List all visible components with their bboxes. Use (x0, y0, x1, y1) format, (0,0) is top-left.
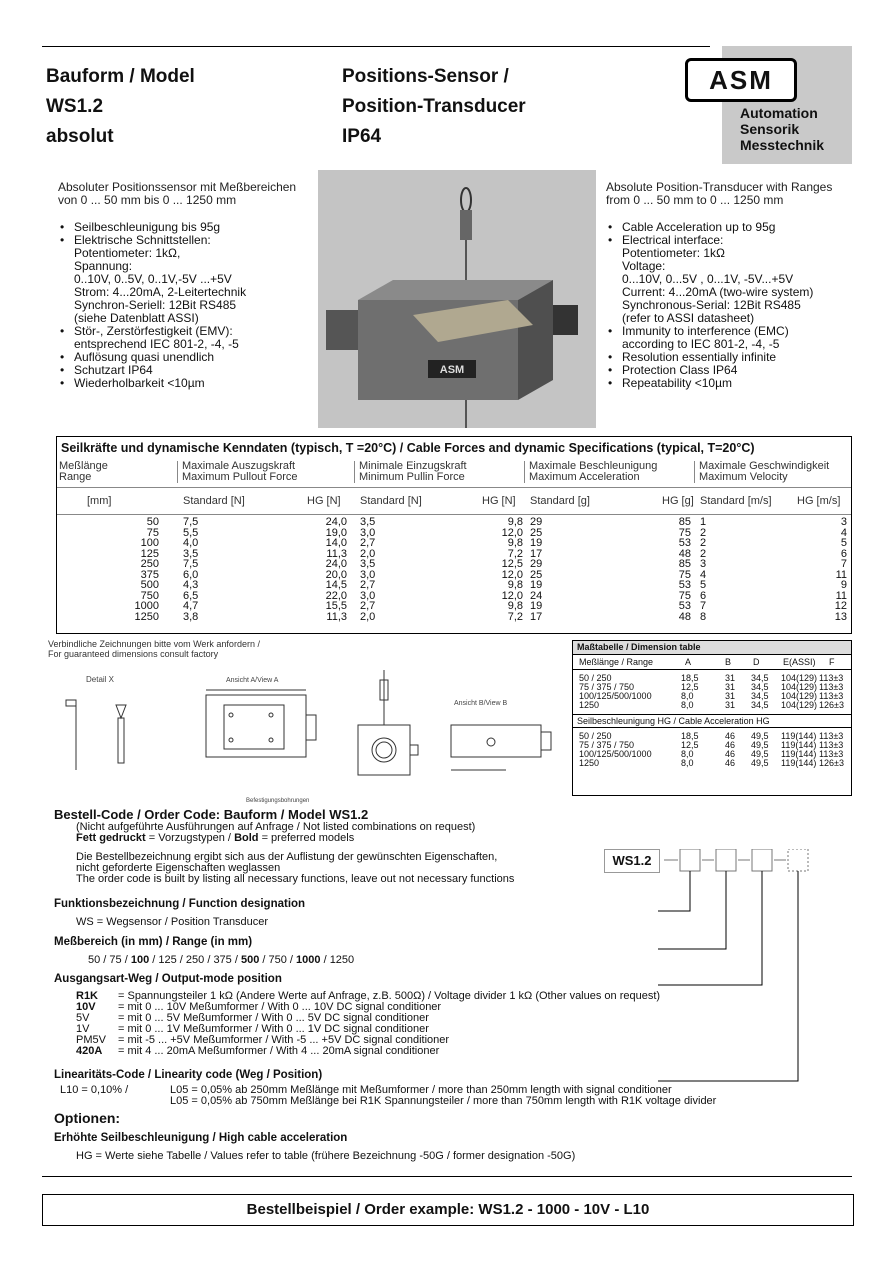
spec-cell: 7 (840, 558, 847, 570)
output-desc: = mit 4 ... 20mA Meßumformer / With 4 ... 20mA signal conditioner (118, 1045, 440, 1057)
spec-cell: 15,5 (325, 600, 347, 612)
range-value: 125 (158, 954, 177, 966)
output-rows (54, 991, 844, 1057)
dim-rows-hg (573, 728, 851, 772)
spec-cell: 7,5 (183, 516, 199, 528)
output-desc: = Spannungsteiler 1 kΩ (Andere Werte auf Anfrage, z.B. 500Ω) / Voltage divider 1 kΩ (Other values on request) (118, 990, 661, 1002)
spec-cell: 4,0 (183, 537, 199, 549)
output-code: 10V (76, 1001, 96, 1013)
output-code: 1V (76, 1023, 90, 1035)
drawing-note: Verbindliche Zeichnungen bitte vom Werk anfordern / For guaranteed dimensions consult factory (48, 639, 260, 659)
spec-cell: 750 (140, 589, 159, 602)
intro-en-bullets: • Cable Acceleration up to 95g • Electrical interface: Potentiometer: 1kΩ Voltage: 0...10V, 0...5V , 0...1V, -5V...+5V Current: 4...20mA (two-wire system) Synchronous-Serial: 12Bit RS485 (refer to ASSI datasheet) • Immunity to interference (EMC) according to IEC 801-2, -4, -5 • Resolution essentially infinite • Protection Class IP64 • Repeatability <10µm (606, 221, 866, 390)
dim-cell: 8,0 (681, 690, 694, 701)
spec-cell: 12,0 (501, 589, 523, 602)
spec-cell: 25 (530, 526, 543, 539)
range-value: 75 (109, 954, 122, 966)
spec-row (57, 517, 851, 528)
dim-cell: 46 (725, 758, 736, 768)
spec-cell: 6,5 (183, 589, 199, 602)
spec-cell: 4 (700, 568, 707, 581)
spec-cell: 5 (700, 579, 707, 591)
dim-cell: 50 / 250 (579, 731, 612, 741)
spec-cell: 75 (678, 589, 691, 602)
dim-cell: 34,5 (751, 681, 769, 692)
spec-row (57, 580, 851, 591)
top-rule (42, 46, 710, 47)
spec-cell: 375 (140, 568, 159, 581)
dim-cell: 12,5 (681, 681, 699, 692)
output-row (54, 1046, 844, 1057)
spec-cell: 3,0 (360, 589, 376, 602)
dim-cell: 8,0 (681, 758, 694, 768)
dim-headers: Meßlänge / Range A B D E(ASSI) F (573, 655, 851, 670)
separator (42, 1176, 852, 1177)
spec-cell: 7,2 (507, 610, 523, 623)
spec-cell: 75 (678, 568, 691, 581)
spec-cell: 4,7 (183, 600, 199, 612)
spec-cell: 9 (840, 579, 847, 591)
spec-cell: 25 (530, 568, 543, 581)
spec-table: Seilkräfte und dynamische Kenndaten (typisch, T =20°C) / Cable Forces and dynamic Specifications (typical, T=20°C) Meßlänge Range Maximale Auszugskraft Maximum Pullout Force Minimale Einzugskraft Minimum Pullin Force Maximale Beschleunigung Maximum Acceleration Maximale Geschwindigkeit Maximum Velocity [mm] Standard [N] HG [N] Standard [N] HG [N] Standard [g] HG [g] Standard [m/s] HG [m/s] 50 7,5 24,0 3,5 9,8 29 85 1 3 75 5,5 19,0 3,0 12,0 25 75 2 4 100 4,0 14,0 2,7 9,8 19 53 2 5 125 3,5 11,3 2,0 7,2 17 48 2 6 250 7,5 24,0 3,5 12,5 29 85 3 7 375 6,0 20,0 3,0 12,0 25 75 4 11 500 4,3 14,5 2,7 9,8 19 53 5 9 750 6,5 22,0 3,0 12,0 24 75 6 11 1000 4,7 15,5 2,7 9,8 19 53 7 12 1250 3,8 11,3 2,0 7,2 17 48 8 13 (56, 436, 852, 634)
range-value: 1250 (329, 954, 355, 966)
order-example: Bestellbeispiel / Order example: WS1.2 - 1000 - 10V - L10 (42, 1194, 854, 1226)
spec-units: [mm] Standard [N] HG [N] Standard [N] HG [N] Standard [g] HG [g] Standard [m/s] HG [m/s] (57, 487, 851, 515)
dim-cell: 1250 (579, 699, 600, 710)
spec-cell: 29 (530, 516, 543, 528)
spec-cell: 9,8 (507, 600, 523, 612)
dim-cell: 119(144) (781, 740, 817, 750)
spec-cell: 2,0 (360, 547, 376, 560)
dim-cell: 49,5 (751, 740, 769, 750)
spec-cell: 48 (678, 547, 691, 560)
dim-cell: 75 / 375 / 750 (579, 740, 635, 750)
spec-cell: 20,0 (325, 568, 347, 581)
intro-de-bullets: • Seilbeschleunigung bis 95g • Elektrische Schnittstellen: Potentiometer: 1kΩ, Spannung: 0..10V, 0..5V, 0..1V,-5V ...+5V Strom: 4...20mA, 2-Leitertechnik Synchron-Seriell: 12Bit RS485 (siehe Datenblatt ASSI) • Stör-, Zerstörfestigkeit (EMV): entsprechend IEC 801-2, -4, -5 • Auflösung quasi unendlich • Schutzart IP64 • Wiederholbarkeit <10µm (58, 221, 318, 390)
range-value: 50 (88, 954, 101, 966)
function-section: Funktionsbezeichnung / Function designation WS = Wegsensor / Position Transducer (54, 898, 306, 928)
dim-cell: 113±3 (819, 749, 844, 759)
spec-cell: 125 (140, 547, 159, 560)
range-section: Meßbereich (in mm) / Range (in mm) 50 / 75 / 100 / 125 / 250 / 375 / 500 / 750 / 1000 / 1250 (54, 936, 844, 966)
dim-cell: 75 / 375 / 750 (579, 681, 635, 692)
spec-cell: 24 (530, 589, 543, 602)
dim-cell: 113±3 (819, 740, 844, 750)
spec-row (57, 612, 851, 623)
dim-cell: 18,5 (681, 672, 699, 683)
spec-cell: 3,5 (360, 516, 376, 528)
spec-cell: 5,5 (183, 526, 199, 539)
spec-cell: 3,5 (360, 558, 376, 570)
spec-cell: 19,0 (325, 526, 347, 539)
detail-label: Detail X (86, 675, 115, 684)
spec-row (57, 601, 851, 612)
spec-cell: 6 (840, 547, 847, 560)
range-value: 750 (268, 954, 287, 966)
intro-en-text: Absolute Position-Transducer with Ranges from 0 ... 50 mm to 0 ... 1250 mm (606, 180, 833, 207)
dim-cell: 31 (725, 690, 736, 701)
spec-cell: 48 (678, 610, 691, 623)
spec-cell: 9,8 (507, 516, 523, 528)
spec-row (57, 528, 851, 539)
transducer-illustration (318, 170, 596, 428)
range-value: 500 (240, 954, 260, 966)
spec-cell: 75 (146, 526, 159, 539)
spec-cell: 24,0 (325, 516, 347, 528)
dim-cell: 12,5 (681, 740, 699, 750)
spec-cell: 3,5 (183, 547, 199, 560)
spec-cell: 75 (678, 526, 691, 539)
spec-cell: 1250 (134, 610, 159, 623)
spec-row (57, 538, 851, 549)
model-heading: Bauform / Model WS1.2 absolut (46, 66, 195, 147)
product-photo (318, 170, 596, 428)
spec-cell: 4 (840, 526, 847, 539)
spec-cell: 2,0 (360, 610, 376, 623)
spec-cell: 14,5 (325, 579, 347, 591)
range-value: 100 (130, 954, 150, 966)
dim-cell: 18,5 (681, 731, 699, 741)
spec-cell: 11 (835, 568, 847, 581)
spec-cell: 3 (840, 516, 847, 528)
range-value: 375 (213, 954, 232, 966)
options-title: Optionen: (54, 1110, 121, 1126)
spec-cell: 53 (678, 600, 691, 612)
spec-cell: 4,3 (183, 579, 199, 591)
spec-row (57, 549, 851, 560)
spec-cell: 2 (700, 547, 707, 560)
spec-cell: 53 (678, 537, 691, 549)
spec-rows (57, 517, 851, 622)
output-code: R1K (76, 990, 99, 1002)
dim-cell: 126±3 (819, 699, 844, 710)
dim-cell: 126±3 (819, 758, 844, 768)
photo-logo: ASM (439, 364, 465, 376)
spec-cell: 2,7 (360, 600, 376, 612)
order-title: Bestell-Code / Order Code: Bauform / Model WS1.2 (54, 807, 369, 822)
dim-cell: 104(129) (781, 699, 818, 710)
dim-cell: 100/125/500/1000 (579, 749, 652, 759)
dim-cell: 100/125/500/1000 (579, 690, 652, 701)
spec-cell: 6,0 (183, 568, 199, 581)
spec-cell: 8 (700, 610, 707, 623)
dim-cell: 104(129) (781, 681, 818, 692)
order-code-box: WS1.2 (604, 849, 660, 873)
output-code: 5V (76, 1012, 90, 1024)
dim-cell: 46 (725, 740, 736, 750)
spec-cell: 2,7 (360, 537, 376, 549)
spec-cell: 2 (700, 537, 707, 549)
output-desc: = mit 0 ... 10V Meßumformer / With 0 ... 10V DC signal conditioner (118, 1001, 442, 1013)
order-section: Bestell-Code / Order Code: Bauform / Model WS1.2 (Nicht aufgeführte Ausführungen auf Anfrage / Not listed combinations on request) Fett gedruckt = Vorzugstypen / Bold = preferred models Die Bestellbezeichnung ergibt sich aus der Auflistung der gewünschten Eigenschaften, nicht geforderte Eigenschaften weglassen The order code is built by listing all necessary functions, leave out not necessary functions (54, 808, 844, 885)
spec-cell: 9,8 (507, 579, 523, 591)
spec-cell: 17 (530, 547, 543, 560)
spec-cell: 12,0 (501, 526, 523, 539)
dimension-table: Maßtabelle / Dimension table Meßlänge / Range A B D E(ASSI) F 50 / 250 18,5 31 34,5 104(129) 113±3 75 / 375 / 750 12,5 31 34,5 104(129) 113±3 100/125/500/1000 8,0 31 34,5 104(129) 113±3 1250 8,0 31 34,5 104(129) 126±3 Seilbeschleunigung HG / Cable Acceleration HG 50 / 250 18,5 46 49,5 119(144) 113±3 75 / 375 / 750 12,5 46 49,5 119(144) 113±3 100/125/500/1000 8,0 46 49,5 119(144) 113±3 1250 8,0 46 49,5 119(144) 126±3 (572, 640, 852, 796)
dim-cell: 113±3 (819, 681, 844, 692)
output-code: 420A (76, 1045, 103, 1057)
spec-cell: 11 (835, 589, 847, 602)
dim-cell: 49,5 (751, 749, 769, 759)
output-section: Ausgangsart-Weg / Output-mode position R1K = Spannungsteiler 1 kΩ (Andere Werte auf Anfrage, z.B. 500Ω) / Voltage divider 1 kΩ (Other values on request) 10V = mit 0 ... 10V Meßumformer / With 0 ... 10V DC signal conditioner 5V = mit 0 ... 5V Meßumformer / With 0 ... 5V DC signal conditioner 1V = mit 0 ... 1V Meßumformer / With 0 ... 1V DC signal conditioner PM5V = mit -5 ... +5V Meßumformer / With -5 ... +5V DC signal conditioner 420A = mit 4 ... 20mA Meßumformer / With 4 ... 20mA signal conditioner (54, 974, 844, 1057)
range-value: 250 (185, 954, 205, 966)
output-code: PM5V (76, 1034, 106, 1046)
view-a-label: Ansicht A/View A (226, 677, 279, 684)
dim-cell: 8,0 (681, 699, 694, 710)
company-name: Automation Sensorik Messtechnik (740, 105, 825, 153)
spec-cell: 2,7 (360, 579, 376, 591)
spec-cell: 19 (530, 579, 543, 591)
output-desc: = mit 0 ... 1V Meßumformer / With 0 ... 1V DC signal conditioner (118, 1023, 429, 1035)
spec-cell: 17 (530, 610, 543, 623)
spec-cell: 7 (700, 600, 707, 612)
output-desc: = mit 0 ... 5V Meßumformer / With 0 ... 5V DC signal conditioner (118, 1012, 429, 1024)
spec-cell: 11,3 (326, 610, 347, 623)
dim-cell: 113±3 (819, 672, 844, 683)
spec-cell: 9,8 (507, 537, 523, 549)
spec-cell: 19 (530, 537, 543, 549)
dim-cell: 31 (725, 681, 736, 692)
dim-cell: 34,5 (751, 690, 769, 701)
spec-cell: 6 (700, 589, 707, 602)
hg-section: Erhöhte Seilbeschleunigung / High cable acceleration HG = Werte siehe Tabelle / Values refer to table (frühere Bezeichnung -50G / former designation -50G) (54, 1132, 576, 1162)
output-desc: = mit -5 ... +5V Meßumformer / With -5 ... +5V DC signal conditioner (118, 1034, 450, 1046)
dim-cell: 34,5 (751, 672, 769, 683)
dim-cell: 119(144) (781, 749, 817, 759)
dim-cell: 1250 (579, 758, 600, 768)
spec-title: Seilkräfte und dynamische Kenndaten (typisch, T =20°C) / Cable Forces and dynamic Specifications (typical, T=20°C) (61, 441, 755, 455)
dim-cell: 34,5 (751, 699, 769, 710)
dim-cell: 49,5 (751, 731, 769, 741)
spec-row (57, 570, 851, 581)
product-heading: Positions-Sensor / Position-Transducer IP64 (342, 66, 526, 147)
spec-cell: 500 (140, 579, 159, 591)
spec-cell: 1000 (134, 600, 159, 612)
spec-cell: 7,5 (183, 558, 199, 570)
dim-cell: 8,0 (681, 749, 694, 759)
spec-cell: 19 (530, 600, 543, 612)
spec-cell: 50 (146, 516, 159, 528)
intro-de-text: Absoluter Positionssensor mit Meßbereichen von 0 ... 50 mm bis 0 ... 1250 mm (58, 180, 297, 207)
spec-cell: 3,0 (360, 526, 376, 539)
mount-label: Befestigungsbohrungen (246, 798, 310, 804)
dim-cell: 104(129) (781, 672, 818, 683)
dim-cell: 119(144) (781, 758, 817, 768)
asm-logo: ASM (685, 58, 797, 102)
range-value: 1000 (296, 954, 321, 966)
spec-cell: 7,2 (507, 547, 523, 560)
spec-cell: 85 (678, 516, 691, 528)
dim-cell: 49,5 (751, 758, 769, 768)
spec-cell: 3 (700, 558, 707, 570)
spec-cell: 250 (140, 558, 159, 570)
spec-cell: 29 (530, 558, 543, 570)
spec-cell: 53 (678, 579, 691, 591)
linearity-section: Linearitäts-Code / Linearity code (Weg / Position) L10 = 0,10% / L05 = 0,05% ab 250mm Meßlänge mit Meßumformer / more than 250mm length with signal conditioner L05 = 0,05% ab 750mm Meßlänge bei R1K Spannungsteiler / more than 750mm length with R1K voltage divider (54, 1069, 717, 1107)
dim-rows (573, 670, 851, 714)
range-values: 50 / 75 / 100 / 125 / 250 / 375 / 500 / 750 / 1000 / 1250 (88, 954, 355, 966)
spec-cell: 11,3 (326, 547, 347, 560)
spec-cell: 12 (834, 600, 847, 612)
dim-cell: 104(129) (781, 690, 818, 701)
spec-cell: 2 (700, 526, 707, 539)
spec-cell: 5 (840, 537, 847, 549)
spec-row (57, 591, 851, 602)
dim-cell: 46 (725, 731, 736, 741)
dim-cell: 46 (725, 749, 736, 759)
dim-cell: 31 (725, 699, 736, 710)
dim-cell: 113±3 (819, 690, 844, 701)
dim-cell: 119(144) (781, 731, 817, 741)
spec-cell: 22,0 (325, 589, 347, 602)
spec-cell: 1 (700, 516, 707, 528)
dim-cell: 31 (725, 672, 736, 683)
spec-row (57, 559, 851, 570)
dimension-drawings (46, 660, 568, 810)
spec-cell: 3,8 (183, 610, 199, 623)
spec-cell: 12,0 (501, 568, 523, 581)
view-b-label: Ansicht B/View B (454, 700, 508, 707)
spec-cell: 13 (834, 610, 847, 623)
spec-cell: 85 (678, 558, 691, 570)
dim-cell: 50 / 250 (579, 672, 612, 683)
spec-cell: 14,0 (325, 537, 347, 549)
spec-cell: 100 (140, 537, 159, 549)
dim-cell: 113±3 (819, 731, 844, 741)
spec-cell: 12,5 (501, 558, 523, 570)
spec-cell: 3,0 (360, 568, 376, 581)
spec-cell: 24,0 (325, 558, 347, 570)
